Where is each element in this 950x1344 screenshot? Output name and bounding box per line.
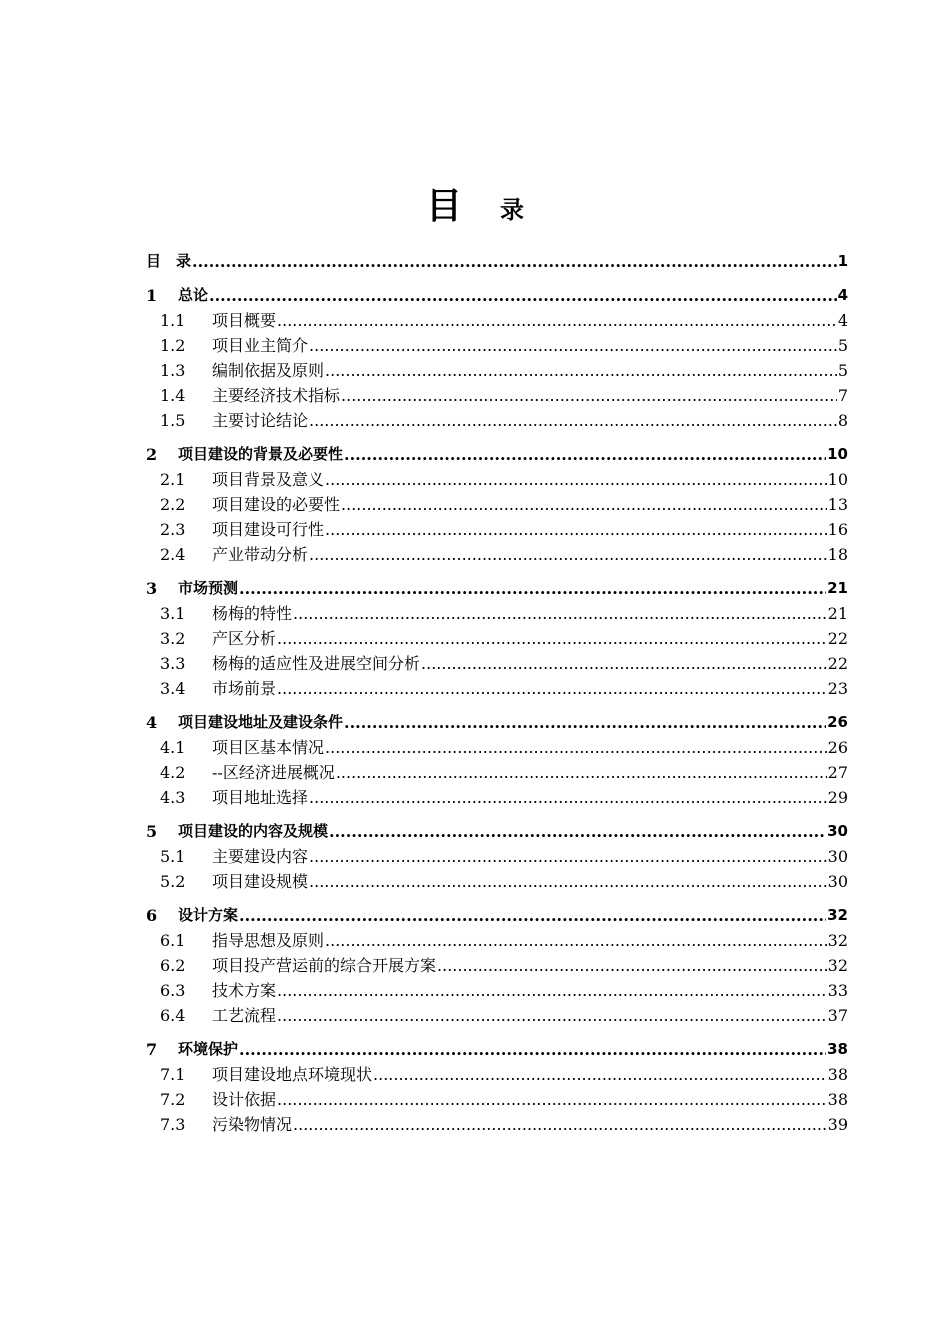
- toc-entry-label: 编制依据及原则: [212, 361, 325, 380]
- toc-entry-page: 13: [827, 495, 848, 514]
- toc-entry-page: 30: [827, 872, 848, 891]
- toc-chapter-entry[interactable]: [146, 819, 848, 844]
- toc-section-entry[interactable]: [146, 1112, 848, 1137]
- toc-dot-leader: [239, 576, 826, 601]
- toc-chapter-entry[interactable]: [146, 710, 848, 735]
- toc-entry-number: 1.1: [160, 311, 186, 330]
- toc-entry-number: 2: [146, 445, 158, 464]
- toc-dot-leader: [239, 903, 826, 928]
- toc-dot-leader: [421, 651, 827, 676]
- toc-dot-leader: [325, 358, 837, 383]
- toc-entry-number: 1.5: [160, 411, 186, 430]
- toc-entry-number: 3.1: [160, 604, 186, 623]
- toc-dot-leader: [336, 760, 827, 785]
- toc-dot-leader: [277, 626, 827, 651]
- toc-entry-page: 30: [827, 847, 848, 866]
- toc-entry-page: 5: [837, 361, 848, 380]
- toc-dot-leader: [309, 408, 837, 433]
- toc-entry-label: 工艺流程: [212, 1006, 277, 1025]
- toc-dot-leader: [277, 978, 827, 1003]
- toc-entry-page: 38: [827, 1040, 848, 1058]
- toc-section-entry[interactable]: [146, 760, 848, 785]
- toc-entry-number: 1.3: [160, 361, 186, 380]
- toc-section-entry[interactable]: [146, 358, 848, 383]
- toc-entry-number: 4: [146, 713, 158, 732]
- toc-entry-label: 污染物情况: [212, 1115, 293, 1134]
- toc-entry-page: 21: [827, 579, 848, 597]
- toc-entry-page: 32: [827, 906, 848, 924]
- toc-dot-leader: [373, 1062, 827, 1087]
- toc-section-entry[interactable]: [146, 1003, 848, 1028]
- toc-entry-page: 32: [827, 956, 848, 975]
- toc-entry-label: 设计方案: [178, 906, 239, 924]
- toc-section-entry[interactable]: [146, 308, 848, 333]
- toc-entry-number: 6.4: [160, 1006, 186, 1025]
- toc-entry-number: 7: [146, 1040, 158, 1059]
- toc-entry-number: 1.2: [160, 336, 186, 355]
- title-char-2: 录: [500, 196, 524, 224]
- toc-entry-page: 22: [827, 654, 848, 673]
- toc-entry-page: 22: [827, 629, 848, 648]
- toc-entry-page: 18: [827, 545, 848, 564]
- toc-section-entry[interactable]: [146, 978, 848, 1003]
- toc-entry-label: 项目建设的内容及规模: [178, 822, 329, 840]
- toc-dot-leader: [293, 1112, 827, 1137]
- toc-dot-leader: [277, 1087, 827, 1112]
- toc-dot-leader: [344, 710, 826, 735]
- toc-entry-number: 5.1: [160, 847, 186, 866]
- toc-entry-label: 主要讨论结论: [212, 411, 309, 430]
- toc-entry-page: 38: [827, 1090, 848, 1109]
- toc-section-entry[interactable]: [146, 785, 848, 810]
- toc-entry-number: 3.2: [160, 629, 186, 648]
- toc-section-entry[interactable]: [146, 869, 848, 894]
- page-title: [0, 178, 950, 229]
- toc-chapter-entry[interactable]: [146, 442, 848, 467]
- toc-section-entry[interactable]: [146, 467, 848, 492]
- toc-chapter-entry[interactable]: [146, 903, 848, 928]
- toc-dot-leader: [277, 308, 837, 333]
- toc-entry-page: 33: [827, 981, 848, 1000]
- toc-entry-page: 1: [837, 252, 848, 270]
- toc-chapter-entry[interactable]: [146, 283, 848, 308]
- toc-entry-label: 项目建设规模: [212, 872, 309, 891]
- toc-dot-leader: [192, 249, 837, 274]
- toc-chapter-entry[interactable]: [146, 1037, 848, 1062]
- toc-section-entry[interactable]: [146, 735, 848, 760]
- toc-entry-label: 市场前景: [212, 679, 277, 698]
- toc-dot-leader: [277, 1003, 827, 1028]
- toc-entry-label: 环境保护: [178, 1040, 239, 1058]
- toc-section-entry[interactable]: [146, 1087, 848, 1112]
- toc-entry-label: 指导思想及原则: [212, 931, 325, 950]
- toc-section-entry[interactable]: [146, 542, 848, 567]
- toc-section-entry[interactable]: [146, 408, 848, 433]
- toc-section-entry[interactable]: [146, 953, 848, 978]
- toc-entry-page: 16: [827, 520, 848, 539]
- toc-entry-number: 2.4: [160, 545, 186, 564]
- toc-entry-number: 2.1: [160, 470, 186, 489]
- toc-entry-page: 4: [837, 311, 848, 330]
- toc-entry-page: 39: [827, 1115, 848, 1134]
- toc-entry-number: 6.2: [160, 956, 186, 975]
- toc-dot-leader: [277, 676, 827, 701]
- toc-entry-number: 4.3: [160, 788, 186, 807]
- toc-dot-leader: [293, 601, 827, 626]
- toc-entry-label: 项目投产营运前的综合开展方案: [212, 956, 437, 975]
- toc-entry-label: 项目建设地点环境现状: [212, 1065, 373, 1084]
- toc-dot-leader: [325, 467, 827, 492]
- toc-entry-label: 项目建设可行性: [212, 520, 325, 539]
- toc-entry-number: 3.3: [160, 654, 186, 673]
- toc-entry-number: 7.3: [160, 1115, 186, 1134]
- toc-dot-leader: [309, 542, 827, 567]
- toc-dot-leader: [309, 785, 827, 810]
- toc-entry-label: 市场预测: [178, 579, 239, 597]
- toc-entry-number: 5: [146, 822, 158, 841]
- toc-section-entry[interactable]: [146, 676, 848, 701]
- toc-entry-label: 项目建设的必要性: [212, 495, 341, 514]
- toc-entry-number: 7.1: [160, 1065, 186, 1084]
- toc-entry-number: 6: [146, 906, 158, 925]
- toc-entry-page: 10: [827, 445, 848, 463]
- toc-section-entry[interactable]: [146, 601, 848, 626]
- toc-entry-number: 1: [146, 286, 158, 305]
- toc-entry-label: 项目地址选择: [212, 788, 309, 807]
- toc-dot-leader: [309, 333, 837, 358]
- toc-section-entry[interactable]: [146, 492, 848, 517]
- toc-entry-label: 项目业主简介: [212, 336, 309, 355]
- toc-entry-page: 10: [827, 470, 848, 489]
- toc-entry-number: 3: [146, 579, 158, 598]
- toc-entry-number: 1.4: [160, 386, 186, 405]
- toc-entry-page: 23: [827, 679, 848, 698]
- toc-entry-number: 6.1: [160, 931, 186, 950]
- toc-section-entry[interactable]: [146, 333, 848, 358]
- toc-entry-page: 26: [827, 738, 848, 757]
- toc-dot-leader: [329, 819, 826, 844]
- toc-dot-leader: [437, 953, 827, 978]
- toc-entry-label: 产业带动分析: [212, 545, 309, 564]
- toc-dot-leader: [309, 844, 827, 869]
- toc-entry-number: 3.4: [160, 679, 186, 698]
- toc-entry-label: 项目建设地址及建设条件: [178, 713, 344, 731]
- toc-entry-label: 目 录: [146, 252, 192, 270]
- toc-section-entry[interactable]: [146, 1062, 848, 1087]
- toc-entry-page: 4: [837, 286, 848, 304]
- toc-entry-page: 8: [837, 411, 848, 430]
- toc-entry-page: 26: [827, 713, 848, 731]
- toc-entry-page: 29: [827, 788, 848, 807]
- toc-section-entry[interactable]: [146, 844, 848, 869]
- toc-entry-number: 7.2: [160, 1090, 186, 1109]
- toc-entry-label: 项目概要: [212, 311, 277, 330]
- toc-entry-page: 37: [827, 1006, 848, 1025]
- toc-entry-number: 5.2: [160, 872, 186, 891]
- toc-dot-leader: [325, 517, 827, 542]
- toc-entry-label: 产区分析: [212, 629, 277, 648]
- toc-section-entry[interactable]: [146, 651, 848, 676]
- toc-dot-leader: [309, 869, 827, 894]
- toc-chapter-entry[interactable]: [146, 249, 848, 274]
- toc-dot-leader: [344, 442, 826, 467]
- toc-dot-leader: [239, 1037, 826, 1062]
- toc-entry-number: 6.3: [160, 981, 186, 1000]
- toc-chapter-entry[interactable]: [146, 576, 848, 601]
- toc-entry-label: 杨梅的特性: [212, 604, 293, 623]
- toc-entry-label: 项目背景及意义: [212, 470, 325, 489]
- toc-entry-label: 项目区基本情况: [212, 738, 325, 757]
- table-of-contents: [146, 249, 848, 1137]
- toc-entry-page: 30: [827, 822, 848, 840]
- toc-dot-leader: [341, 383, 837, 408]
- toc-entry-number: 2.2: [160, 495, 186, 514]
- toc-entry-label: 主要建设内容: [212, 847, 309, 866]
- title-char-1: 目: [425, 186, 462, 227]
- toc-entry-page: 38: [827, 1065, 848, 1084]
- toc-section-entry[interactable]: [146, 383, 848, 408]
- toc-dot-leader: [209, 283, 837, 308]
- toc-entry-label: 设计依据: [212, 1090, 277, 1109]
- toc-entry-number: 4.1: [160, 738, 186, 757]
- toc-dot-leader: [325, 928, 827, 953]
- toc-dot-leader: [325, 735, 827, 760]
- toc-section-entry[interactable]: [146, 517, 848, 542]
- toc-entry-page: 27: [827, 763, 848, 782]
- toc-entry-number: 4.2: [160, 763, 186, 782]
- toc-entry-label: 项目建设的背景及必要性: [178, 445, 344, 463]
- toc-entry-page: 5: [837, 336, 848, 355]
- toc-dot-leader: [341, 492, 827, 517]
- toc-entry-label: 主要经济技术指标: [212, 386, 341, 405]
- toc-entry-label: 总论: [178, 286, 209, 304]
- toc-section-entry[interactable]: [146, 928, 848, 953]
- toc-entry-number: 2.3: [160, 520, 186, 539]
- toc-section-entry[interactable]: [146, 626, 848, 651]
- toc-entry-page: 32: [827, 931, 848, 950]
- toc-entry-label: 杨梅的适应性及进展空间分析: [212, 654, 421, 673]
- toc-entry-label: --区经济进展概况: [212, 763, 335, 782]
- toc-entry-page: 7: [837, 386, 848, 405]
- toc-entry-page: 21: [827, 604, 848, 623]
- toc-entry-label: 技术方案: [212, 981, 277, 1000]
